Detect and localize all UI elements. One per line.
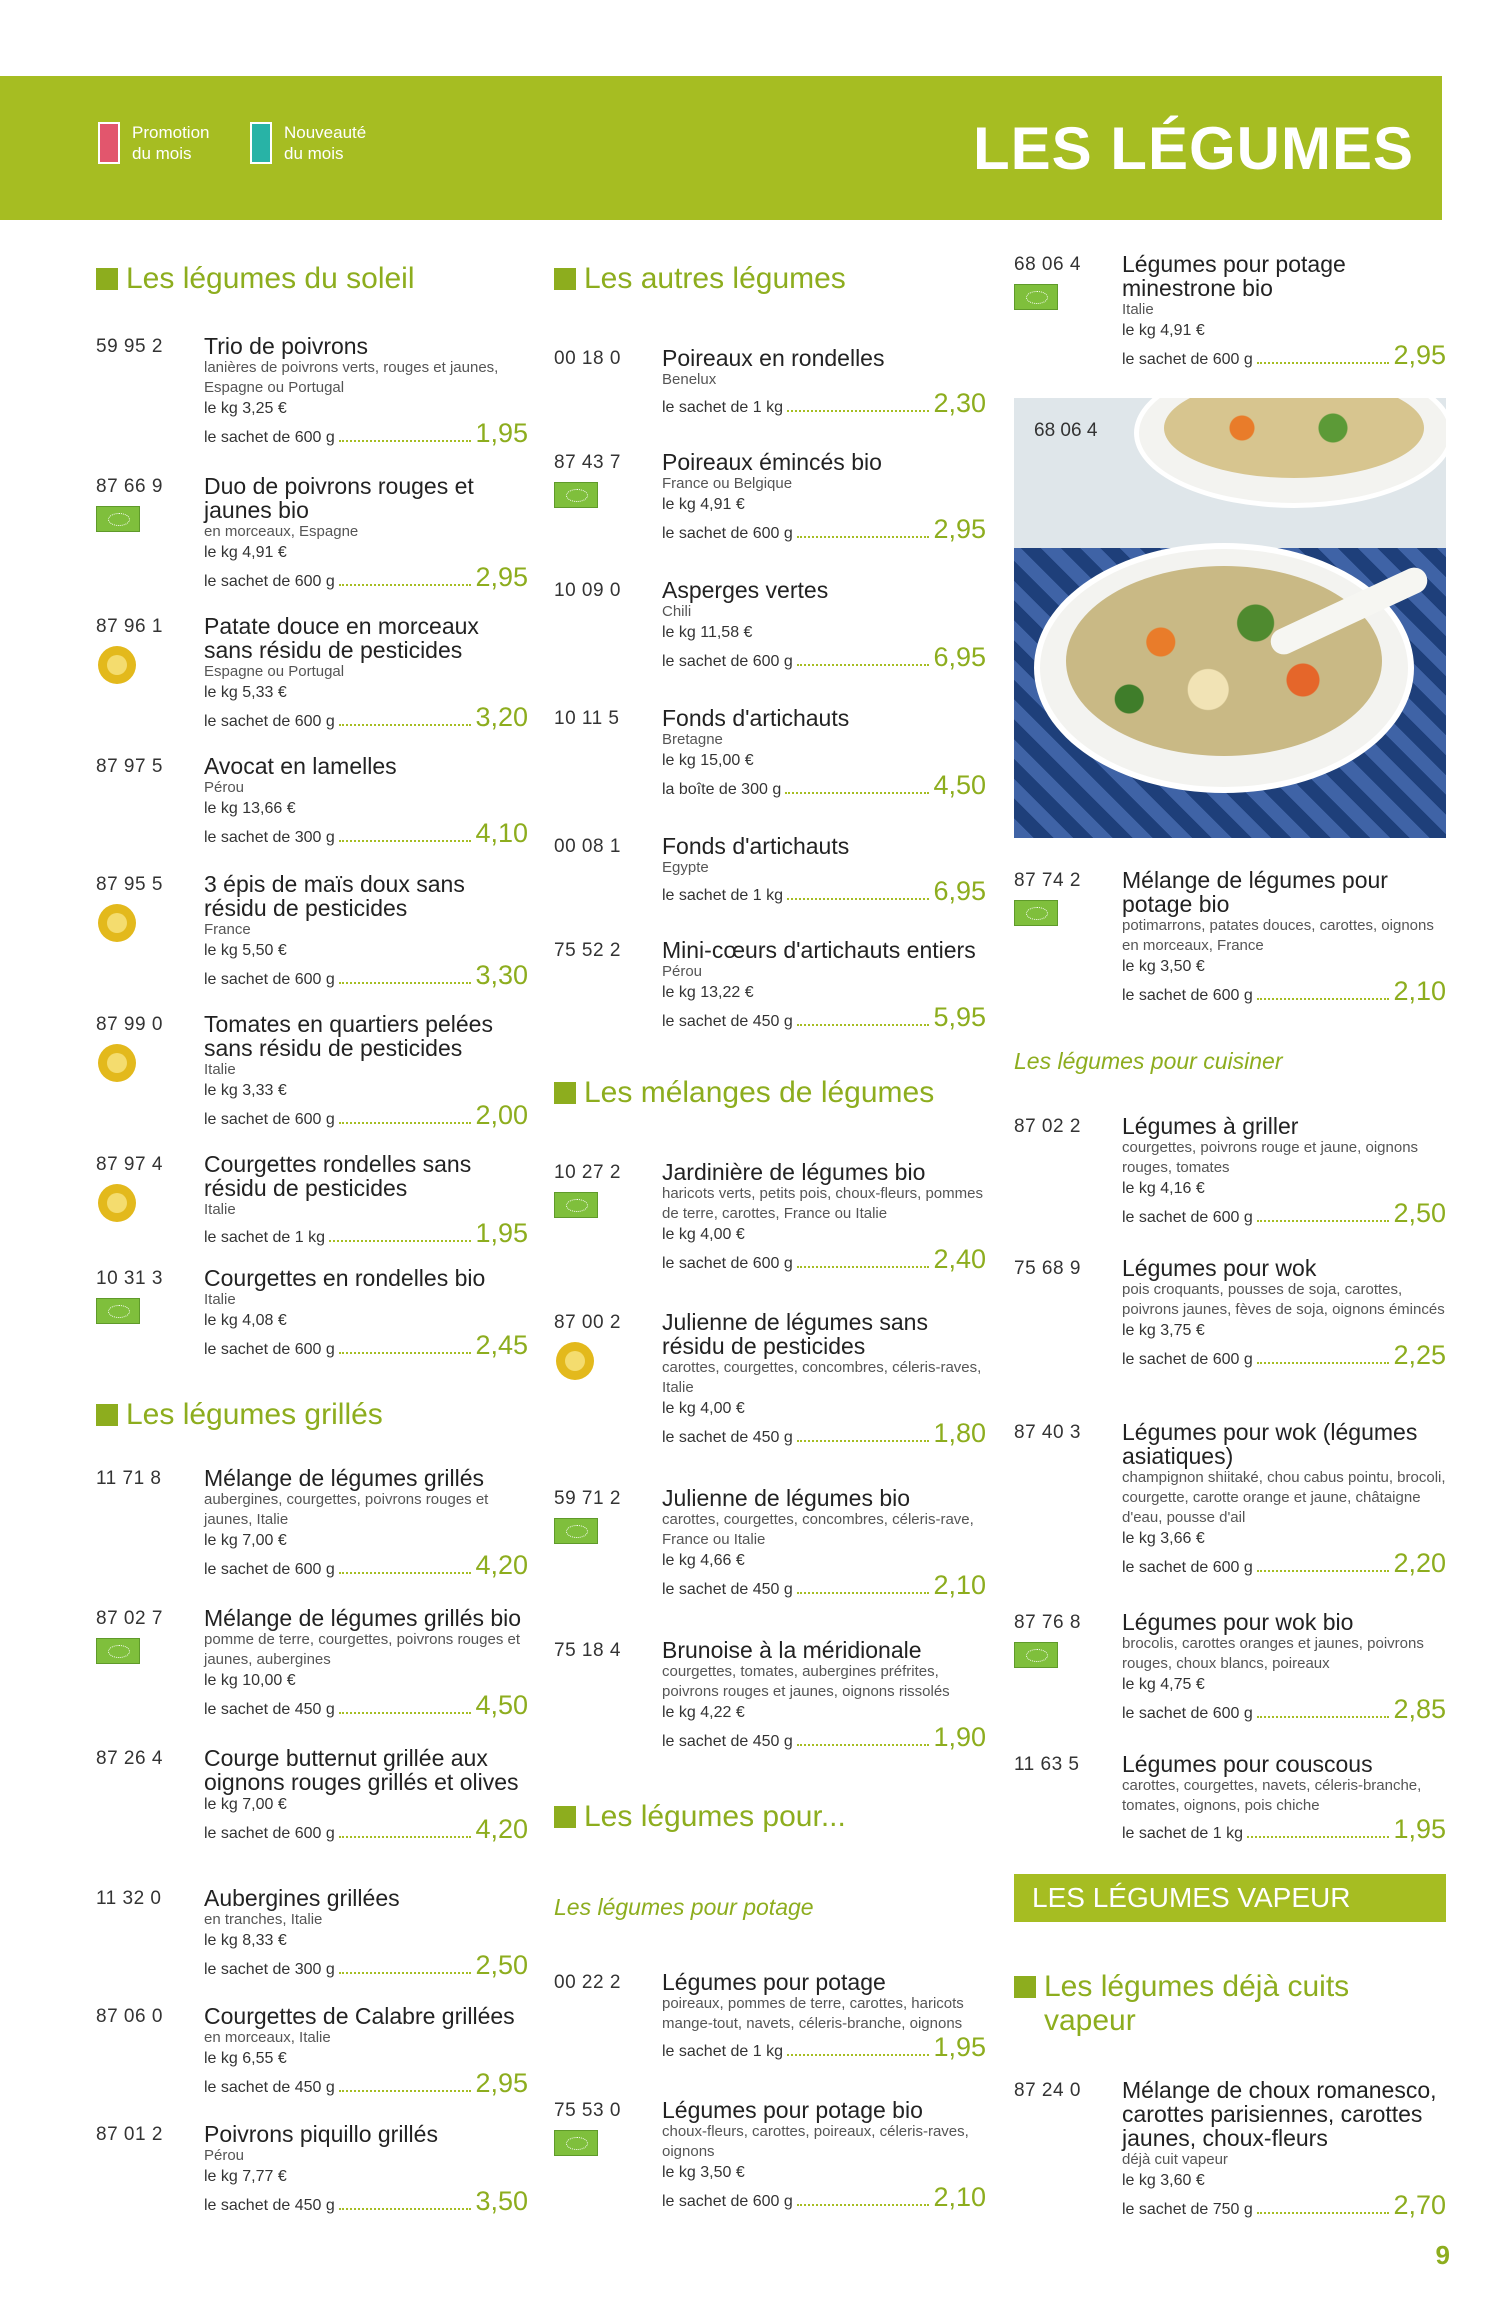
product-name: Légumes pour wok <box>1122 1255 1317 1281</box>
price-line <box>1122 2192 1446 2221</box>
price-per-kg: le kg 3,60 € <box>1122 2172 1205 2189</box>
product-code: 10 31 3 <box>96 1268 163 1289</box>
package: le sachet de 600 g <box>662 2193 793 2210</box>
price-line <box>662 1724 986 1753</box>
product-code: 00 22 2 <box>554 1972 621 1993</box>
product-name: Mélange de légumes grillés bio <box>204 1605 522 1631</box>
price: 1,95 <box>475 1218 528 1248</box>
legend-promotion-label: Promotion du mois <box>132 123 210 163</box>
price: 2,95 <box>475 562 528 592</box>
product-desc: en tranches, Italie <box>204 1911 323 1928</box>
product-name: Courgettes rondelles sans résidu de pesticides <box>204 1151 472 1201</box>
nouveaute-swatch-icon <box>250 122 272 164</box>
product-name: Fonds d'artichauts <box>662 833 850 859</box>
price-per-kg: le kg 4,08 € <box>204 1312 287 1329</box>
price-per-kg: le kg 4,00 € <box>662 1400 745 1417</box>
bio-leaf-icon <box>1014 284 1058 310</box>
product-name: Fonds d'artichauts <box>662 705 850 731</box>
price-per-kg: le kg 13,66 € <box>204 800 296 817</box>
package: le sachet de 600 g <box>204 1561 335 1578</box>
price: 6,95 <box>933 642 986 672</box>
price-line <box>204 962 528 991</box>
price: 3,20 <box>475 702 528 732</box>
product-code: 68 06 4 <box>1014 254 1081 275</box>
section-square-icon <box>96 1404 118 1426</box>
price-per-kg: le kg 3,66 € <box>1122 1530 1205 1547</box>
product-desc: Italie <box>204 1291 236 1308</box>
price-per-kg: le kg 11,58 € <box>662 624 753 641</box>
section-title-deja-cuits <box>1014 1970 1384 2038</box>
price-per-kg: le kg 3,25 € <box>204 400 287 417</box>
package: le sachet de 600 g <box>204 429 335 446</box>
price-line <box>662 1572 986 1601</box>
product-desc: France ou Belgique <box>662 475 793 492</box>
price: 2,95 <box>1393 340 1446 370</box>
section-title-grilles <box>96 1398 383 1432</box>
package: le sachet de 450 g <box>662 1429 793 1446</box>
price: 2,25 <box>1393 1340 1446 1370</box>
price: 2,95 <box>933 514 986 544</box>
section-label: Les légumes du soleil <box>126 262 415 295</box>
bio-leaf-icon <box>96 1638 140 1664</box>
product-name: Mélange de choux romanesco, carottes parisiennes, carottes jaunes, choux-fleurs <box>1122 2077 1437 2151</box>
product-desc: courgettes, poivrons rouge et jaune, oignons rouges, tomates <box>1122 1139 1419 1176</box>
price-per-kg: le kg 4,91 € <box>662 496 745 513</box>
package: le sachet de 450 g <box>204 2079 335 2096</box>
product-code: 87 00 2 <box>554 1312 621 1333</box>
section-square-icon <box>96 268 118 290</box>
price-line <box>204 1692 528 1721</box>
package: le sachet de 600 g <box>1122 987 1253 1004</box>
product-name: Julienne de légumes sans résidu de pesticides <box>662 1309 928 1359</box>
price: 4,50 <box>933 770 986 800</box>
product-code: 87 01 2 <box>96 2124 163 2145</box>
package: le sachet de 600 g <box>204 1825 335 1842</box>
price-line <box>204 704 528 733</box>
product-desc: carottes, courgettes, concombres, céleris-raves, Italie <box>662 1359 982 1396</box>
product-desc: Bretagne <box>662 731 723 748</box>
package: la boîte de 300 g <box>662 781 782 798</box>
product-desc: Espagne ou Portugal <box>204 663 345 680</box>
product-code: 87 66 9 <box>96 476 163 497</box>
bio-leaf-icon <box>96 506 140 532</box>
product-code: 75 18 4 <box>554 1640 621 1661</box>
price-line <box>204 1332 528 1361</box>
product-desc: poireaux, pommes de terre, carottes, haricots mange-tout, navets, céleris-branche, oignons <box>662 1995 964 2032</box>
price: 1,95 <box>475 418 528 448</box>
product-name: 3 épis de maïs doux sans résidu de pesticides <box>204 871 465 921</box>
price: 2,10 <box>1393 976 1446 1006</box>
price: 3,50 <box>475 2186 528 2216</box>
product-code: 00 08 1 <box>554 836 621 857</box>
price-line <box>662 1246 986 1275</box>
bio-leaf-icon <box>1014 1642 1058 1668</box>
price-line <box>204 2188 528 2217</box>
product-code: 87 24 0 <box>1014 2080 1081 2101</box>
package: le sachet de 1 kg <box>204 1229 325 1246</box>
package: le sachet de 600 g <box>204 713 335 730</box>
price-per-kg: le kg 10,00 € <box>204 1672 296 1689</box>
section-square-icon <box>554 1806 576 1828</box>
product-name: Courgettes en rondelles bio <box>204 1265 486 1291</box>
product-desc: Pérou <box>204 2147 245 2164</box>
product-name: Jardinière de légumes bio <box>662 1159 926 1185</box>
price-per-kg: le kg 3,50 € <box>662 2164 745 2181</box>
section-square-icon <box>1014 1976 1036 1998</box>
section-title-melanges <box>554 1076 934 1110</box>
package: le sachet de 1 kg <box>662 887 783 904</box>
price: 1,80 <box>933 1418 986 1448</box>
product-code: 87 43 7 <box>554 452 621 473</box>
bio-leaf-icon <box>554 482 598 508</box>
legend-nouveaute-label: Nouveauté du mois <box>284 123 367 163</box>
price: 2,95 <box>475 2068 528 2098</box>
product-desc: Benelux <box>662 371 717 388</box>
product-desc: Chili <box>662 603 692 620</box>
product-name: Poireaux émincés bio <box>662 449 882 475</box>
price-line <box>1122 1342 1446 1371</box>
price-per-kg: le kg 15,00 € <box>662 752 754 769</box>
price: 4,10 <box>475 818 528 848</box>
bio-leaf-icon <box>96 1298 140 1324</box>
product-name: Patate douce en morceaux sans résidu de pesticides <box>204 613 479 663</box>
product-code: 10 11 5 <box>554 708 620 729</box>
subsection-pour-cuisiner: Les légumes pour cuisiner <box>1014 1048 1283 1074</box>
package: le sachet de 450 g <box>662 1733 793 1750</box>
product-name: Légumes à griller <box>1122 1113 1299 1139</box>
product-desc: Italie <box>204 1061 236 1078</box>
price-line <box>1122 1200 1446 1229</box>
product-name: Mélange de légumes grillés <box>204 1465 484 1491</box>
price: 2,85 <box>1393 1694 1446 1724</box>
section-label: Les légumes pour... <box>584 1800 846 1833</box>
product-name: Avocat en lamelles <box>204 753 397 779</box>
product-desc: Egypte <box>662 859 709 876</box>
price: 1,90 <box>933 1722 986 1752</box>
price-line <box>204 1102 528 1131</box>
package: le sachet de 450 g <box>204 1701 335 1718</box>
product-desc: aubergines, courgettes, poivrons rouges et jaunes, Italie <box>204 1491 489 1528</box>
product-code: 87 02 7 <box>96 1608 163 1629</box>
product-desc: Pérou <box>204 779 245 796</box>
sans-residu-seal-icon <box>98 904 136 942</box>
product-code: 87 96 1 <box>96 616 163 637</box>
product-code: 59 95 2 <box>96 336 163 357</box>
vapeur-banner: LES LÉGUMES VAPEUR <box>1014 1874 1446 1922</box>
product-name: Julienne de légumes bio <box>662 1485 911 1511</box>
subsection-pour-potage: Les légumes pour potage <box>554 1894 814 1920</box>
product-code: 87 76 8 <box>1014 1612 1081 1633</box>
legend-nouveaute <box>250 122 384 164</box>
price-line <box>1122 342 1446 371</box>
price-line <box>1122 1696 1446 1725</box>
price-per-kg: le kg 4,00 € <box>662 1226 745 1243</box>
product-desc: lanières de poivrons verts, rouges et jaunes, Espagne ou Portugal <box>204 359 499 396</box>
product-name: Légumes pour potage <box>662 1969 886 1995</box>
product-desc: champignon shiitaké, chou cabus pointu, brocoli, courgette, carotte orange et jaune, châtaigne d'eau, pousse d'ail <box>1122 1469 1446 1526</box>
price-line <box>662 2034 986 2063</box>
product-name: Tomates en quartiers pelées sans résidu de pesticides <box>204 1011 493 1061</box>
price: 2,70 <box>1393 2190 1446 2220</box>
price: 2,00 <box>475 1100 528 1130</box>
package: le sachet de 750 g <box>1122 2201 1253 2218</box>
product-code: 87 06 0 <box>96 2006 163 2027</box>
price: 2,50 <box>1393 1198 1446 1228</box>
product-name: Poireaux en rondelles <box>662 345 885 371</box>
price-per-kg: le kg 4,22 € <box>662 1704 745 1721</box>
price-per-kg: le kg 3,33 € <box>204 1082 287 1099</box>
price: 3,30 <box>475 960 528 990</box>
product-code: 75 52 2 <box>554 940 621 961</box>
price-line <box>204 1952 528 1981</box>
bio-leaf-icon <box>554 2130 598 2156</box>
product-code: 59 71 2 <box>554 1488 621 1509</box>
product-name: Mini-cœurs d'artichauts entiers <box>662 937 976 963</box>
product-name: Légumes pour couscous <box>1122 1751 1373 1777</box>
price: 2,10 <box>933 1570 986 1600</box>
package: le sachet de 600 g <box>662 1255 793 1272</box>
price-line <box>662 2184 986 2213</box>
price-per-kg: le kg 13,22 € <box>662 984 754 1001</box>
product-desc: courgettes, tomates, aubergines préfrites, poivrons rouges et jaunes, oignons rissolés <box>662 1663 950 1700</box>
package: le sachet de 600 g <box>1122 351 1253 368</box>
package: le sachet de 450 g <box>204 2197 335 2214</box>
package: le sachet de 600 g <box>662 653 793 670</box>
product-code: 87 99 0 <box>96 1014 163 1035</box>
product-name: Courgettes de Calabre grillées <box>204 2003 515 2029</box>
product-desc: Italie <box>1122 301 1154 318</box>
product-name: Poivrons piquillo grillés <box>204 2121 438 2147</box>
price-line <box>662 390 986 419</box>
price: 4,20 <box>475 1550 528 1580</box>
product-name: Asperges vertes <box>662 577 829 603</box>
product-name: Légumes pour wok (légumes asiatiques) <box>1122 1419 1418 1469</box>
price: 2,30 <box>933 388 986 418</box>
price: 2,40 <box>933 1244 986 1274</box>
price: 2,10 <box>933 2182 986 2212</box>
price: 2,50 <box>475 1950 528 1980</box>
price-per-kg: le kg 5,33 € <box>204 684 287 701</box>
product-desc: Pérou <box>662 963 703 980</box>
product-code: 87 97 5 <box>96 756 163 777</box>
product-code: 11 71 8 <box>96 1468 162 1489</box>
package: le sachet de 600 g <box>1122 1559 1253 1576</box>
price-line <box>662 644 986 673</box>
price: 4,20 <box>475 1814 528 1844</box>
sans-residu-seal-icon <box>98 1044 136 1082</box>
price-line <box>204 1220 528 1249</box>
bio-leaf-icon <box>554 1192 598 1218</box>
section-title-pour <box>554 1800 846 1834</box>
product-name: Légumes pour potage minestrone bio <box>1122 251 1346 301</box>
price-line <box>662 1420 986 1449</box>
price-line <box>662 516 986 545</box>
package: le sachet de 600 g <box>204 573 335 590</box>
price-per-kg: le kg 5,50 € <box>204 942 287 959</box>
price-per-kg: le kg 3,75 € <box>1122 1322 1205 1339</box>
product-desc: brocolis, carottes oranges et jaunes, poivrons rouges, choux blancs, poireaux <box>1122 1635 1424 1672</box>
product-name: Brunoise à la méridionale <box>662 1637 922 1663</box>
price-line <box>204 420 528 449</box>
product-desc: en morceaux, Espagne <box>204 523 359 540</box>
bio-leaf-icon <box>1014 900 1058 926</box>
product-name: Mélange de légumes pour potage bio <box>1122 867 1388 917</box>
package: le sachet de 600 g <box>1122 1351 1253 1368</box>
product-name: Aubergines grillées <box>204 1885 400 1911</box>
legend-promotion <box>98 122 232 164</box>
section-title-autres <box>554 262 846 296</box>
price: 1,95 <box>933 2032 986 2062</box>
product-code: 11 63 5 <box>1014 1754 1080 1775</box>
package: le sachet de 600 g <box>204 971 335 988</box>
product-code: 75 53 0 <box>554 2100 621 2121</box>
section-square-icon <box>554 268 576 290</box>
price-per-kg: le kg 4,91 € <box>204 544 287 561</box>
section-label: Les mélanges de légumes <box>584 1076 935 1109</box>
product-desc: Italie <box>204 1201 236 1218</box>
price: 4,50 <box>475 1690 528 1720</box>
price-per-kg: le kg 6,55 € <box>204 2050 287 2067</box>
section-square-icon <box>554 1082 576 1104</box>
product-desc: carottes, courgettes, concombres, céleris-rave, France ou Italie <box>662 1511 974 1548</box>
package: le sachet de 1 kg <box>1122 1825 1243 1842</box>
product-code: 87 40 3 <box>1014 1422 1081 1443</box>
product-code: 87 97 4 <box>96 1154 163 1175</box>
price-line <box>662 772 986 801</box>
package: le sachet de 600 g <box>204 1111 335 1128</box>
price-line <box>662 878 986 907</box>
product-desc: pois croquants, pousses de soja, carottes, poivrons jaunes, fèves de soja, oignons émincés <box>1122 1281 1445 1318</box>
product-desc: déjà cuit vapeur <box>1122 2151 1228 2168</box>
package: le sachet de 450 g <box>662 1013 793 1030</box>
price-per-kg: le kg 7,00 € <box>204 1532 287 1549</box>
section-title-soleil <box>96 262 415 296</box>
photo-product-code: 68 06 4 <box>1034 420 1098 441</box>
price-per-kg: le kg 3,50 € <box>1122 958 1205 975</box>
sans-residu-seal-icon <box>556 1342 594 1380</box>
product-name: Duo de poivrons rouges et jaunes bio <box>204 473 474 523</box>
price-line <box>204 1816 528 1845</box>
price-line <box>204 2070 528 2099</box>
package: le sachet de 600 g <box>1122 1705 1253 1722</box>
price-line <box>204 564 528 593</box>
minestrone-soup-photo <box>1014 398 1446 838</box>
package: le sachet de 600 g <box>662 525 793 542</box>
price: 2,45 <box>475 1330 528 1360</box>
price-per-kg: le kg 7,77 € <box>204 2168 287 2185</box>
product-desc: choux-fleurs, carottes, poireaux, céleris-raves, oignons <box>662 2123 969 2160</box>
price-line <box>662 1004 986 1033</box>
package: le sachet de 450 g <box>662 1581 793 1598</box>
promotion-swatch-icon <box>98 122 120 164</box>
product-desc: pomme de terre, courgettes, poivrons rouges et jaunes, aubergines <box>204 1631 520 1668</box>
product-name: Légumes pour potage bio <box>662 2097 923 2123</box>
price: 2,20 <box>1393 1548 1446 1578</box>
price-line <box>1122 1816 1446 1845</box>
product-code: 00 18 0 <box>554 348 621 369</box>
price: 5,95 <box>933 1002 986 1032</box>
package: le sachet de 600 g <box>204 1341 335 1358</box>
price-line <box>1122 1550 1446 1579</box>
price-per-kg: le kg 4,91 € <box>1122 322 1205 339</box>
price-per-kg: le kg 7,00 € <box>204 1796 287 1813</box>
price-per-kg: le kg 4,66 € <box>662 1552 745 1569</box>
price: 1,95 <box>1393 1814 1446 1844</box>
product-code: 87 95 5 <box>96 874 163 895</box>
product-code: 75 68 9 <box>1014 1258 1081 1279</box>
package: le sachet de 300 g <box>204 1961 335 1978</box>
product-desc: carottes, courgettes, navets, céleris-branche, tomates, oignons, pois chiche <box>1122 1777 1422 1814</box>
product-code: 10 27 2 <box>554 1162 621 1183</box>
product-code: 87 74 2 <box>1014 870 1081 891</box>
package: le sachet de 300 g <box>204 829 335 846</box>
page-number: 9 <box>1435 2240 1450 2270</box>
product-name: Trio de poivrons <box>204 333 369 359</box>
product-desc: en morceaux, Italie <box>204 2029 331 2046</box>
package: le sachet de 1 kg <box>662 399 783 416</box>
price-per-kg: le kg 8,33 € <box>204 1932 287 1949</box>
section-label: Les légumes grillés <box>126 1398 383 1431</box>
product-code: 87 26 4 <box>96 1748 163 1769</box>
product-code: 10 09 0 <box>554 580 621 601</box>
price-line <box>204 1552 528 1581</box>
bio-leaf-icon <box>554 1518 598 1544</box>
price-line <box>204 820 528 849</box>
page-title: LES LÉGUMES <box>972 115 1414 182</box>
product-code: 11 32 0 <box>96 1888 162 1909</box>
product-desc: potimarrons, patates douces, carottes, oignons en morceaux, France <box>1122 917 1434 954</box>
package: le sachet de 600 g <box>1122 1209 1253 1226</box>
price-line <box>1122 978 1446 1007</box>
product-desc: haricots verts, petits pois, choux-fleurs, pommes de terre, carottes, France ou Italie <box>662 1185 983 1222</box>
price-per-kg: le kg 4,75 € <box>1122 1676 1205 1693</box>
product-name: Légumes pour wok bio <box>1122 1609 1354 1635</box>
section-label: Les autres légumes <box>584 262 846 295</box>
package: le sachet de 1 kg <box>662 2043 783 2060</box>
price-per-kg: le kg 4,16 € <box>1122 1180 1205 1197</box>
sans-residu-seal-icon <box>98 646 136 684</box>
price: 6,95 <box>933 876 986 906</box>
sans-residu-seal-icon <box>98 1184 136 1222</box>
product-desc: France <box>204 921 251 938</box>
section-label: Les légumes déjà cuits vapeur <box>1044 1970 1350 2037</box>
header-banner <box>0 76 1442 220</box>
product-code: 87 02 2 <box>1014 1116 1081 1137</box>
product-name: Courge butternut grillée aux oignons rouges grillés et olives <box>204 1745 519 1795</box>
